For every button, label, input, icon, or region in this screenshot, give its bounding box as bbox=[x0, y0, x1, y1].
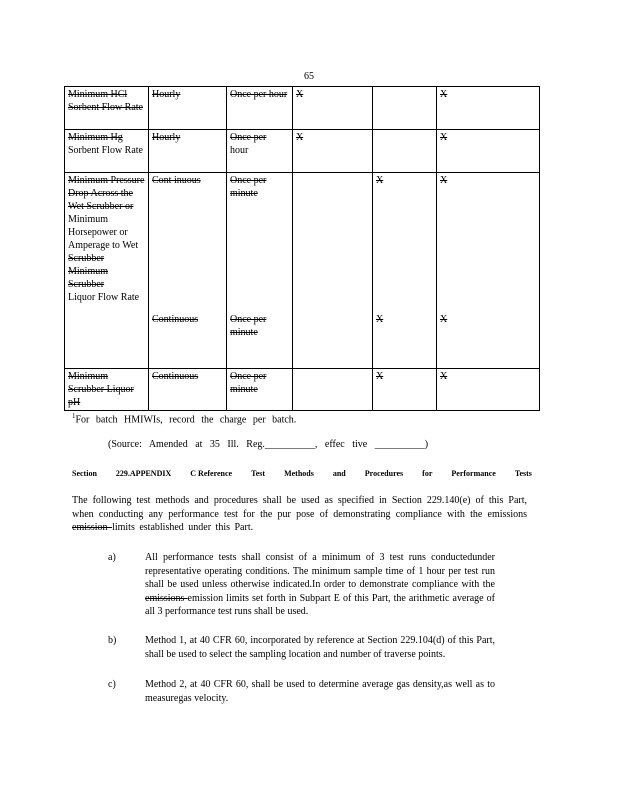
table-row bbox=[65, 87, 540, 130]
table-row bbox=[65, 369, 540, 411]
mark-cell: X bbox=[373, 369, 437, 411]
mark-cell: X X bbox=[373, 173, 437, 369]
mark-cell: X bbox=[437, 369, 540, 411]
section-heading: Section 229.APPENDIX C Reference Test Methods and Procedures for Performance Tests bbox=[72, 469, 532, 478]
record-cell: Once per hour bbox=[227, 130, 293, 173]
param-cell: Minimum HCl Sorbent Flow Rate bbox=[65, 87, 149, 130]
intro-paragraph: The following test methods and procedures shall be used as specified in Section 229.140(e) of this Part, when conducting any performance test for the pur pose of demonstrating compliance with the emissions emission limits established under this Part. bbox=[72, 495, 527, 533]
mark-cell: X X bbox=[437, 173, 540, 369]
mark-cell: X bbox=[437, 87, 540, 130]
param-cell: Minimum Hg Sorbent Flow Rate bbox=[65, 130, 149, 173]
frequency-cell: Hourly bbox=[149, 130, 227, 173]
frequency-cell: Continuous bbox=[149, 369, 227, 411]
param-cell: Minimum Scrubber Liquor pH bbox=[65, 369, 149, 411]
mark-cell: X bbox=[293, 87, 373, 130]
mark-cell: X bbox=[293, 130, 373, 173]
mark-cell bbox=[373, 130, 437, 173]
record-cell: Once per minute Once per minute bbox=[227, 173, 293, 369]
table-row bbox=[65, 173, 540, 369]
frequency-cell: Cont inuous Continuous bbox=[149, 173, 227, 369]
mark-cell bbox=[373, 87, 437, 130]
table-row bbox=[65, 130, 540, 173]
source-note: (Source: Amended at 35 Ill. Reg.__________, effec tive __________) bbox=[108, 439, 429, 450]
param-cell: Minimum Pressure Drop Across the Wet Scrubber or Minimum Horsepower or Amperage to Wet Scrubber Minimum Scrubber Liquor Flow Rate bbox=[65, 173, 149, 369]
mark-cell bbox=[293, 173, 373, 369]
mark-cell bbox=[293, 369, 373, 411]
record-cell: Once per minute bbox=[227, 369, 293, 411]
record-cell: Once per hour bbox=[227, 87, 293, 130]
monitoring-table bbox=[64, 86, 540, 411]
mark-cell: X bbox=[437, 130, 540, 173]
document-page: 65 Minimum HCl Sorbent Flow Rate Hourly Once per hour X X Minimum Hg Sorbent Flow Rate Hourly Once per hour X X Minimum Pressure Drop Across the Wet Scrubber or Minimum Horsepower or Amperage to Wet Scrubber Minimum Scrubber Liquor Flow Rate Cont inuous Continuous Once per minute Once per minute X X X X Minimum Scrubber Liquor pH Continuous Once per minute X X $^1$For batch HMIWIs, record the charge per batch. (Source: Amended at 35 Ill. Reg.__________, effec tive __________) Section 229.APPENDIX C Reference Test Methods and Procedures for Performance Tests The following test methods and procedures shall be used as specified in Section 229.140(e) of this Part, when conducting any performance test for the pur pose of demonstrating compliance with the emissions emission limits established under this Part. a) All performance tests shall consist of a minimum of 3 test runs conductedunder representative operating conditions. The minimum sample time of 1 hour per test run shall be used unless otherwise indicated.In order to demonstrate compliance with the emissions emission limits set forth in Subpart E of this Part, the arithmetic average of all 3 performance test runs shall be used. b) Method 1, at 40 CFR 60, incorporated by reference at Section 229.104(d) of this Part, shall be used to select the sampling location and number of traverse points. c) Method 2, at 40 CFR 60, shall be used to determine average gas density,as well as to measuregas velocity. bbox=[0, 0, 618, 800]
footnote: $^1$For batch HMIWIs, record the charge per batch. bbox=[72, 412, 297, 426]
page-number: 65 bbox=[304, 71, 314, 82]
frequency-cell: Hourly bbox=[149, 87, 227, 130]
